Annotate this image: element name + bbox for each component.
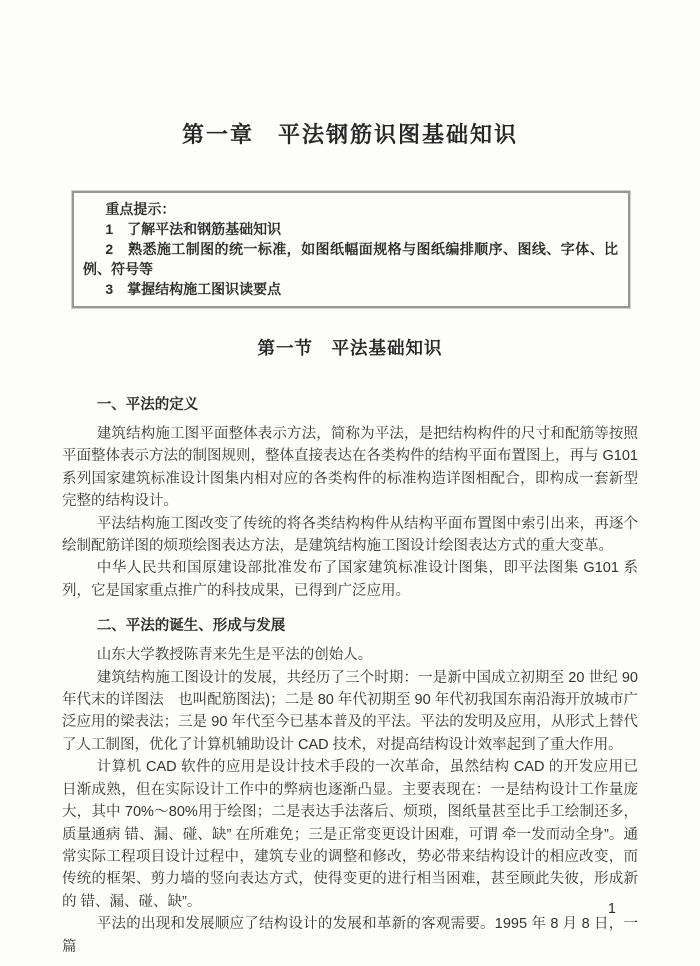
key-point-item: 3 掌握结构施工图识读要点 — [105, 281, 282, 297]
body-paragraph: 建筑结构施工图设计的发展，共经历了三个时期：一是新中国成立初期至 20 世纪 90 年代末的详图法 也叫配筋图法)；二是 80 年代初期至 90 年代初我国东南沿海开放城市广泛应用的梁表法；三是 90 年代至今已基本普及的平法。平法的发明及应用，从形式上替代了人工制图，优化了计算机辅助设计 CAD 技术，对提高结构设计效率起到了重大作用。 — [62, 669, 638, 753]
body-paragraph: 中华人民共和国原建设部批准发布了国家建筑标准设计图集，即平法图集 G101 系列，它是国家重点推广的科技成果，已得到广泛应用。 — [62, 560, 638, 599]
body-paragraph: 平法结构施工图改变了传统的将各类结构构件从结构平面布置图中索引出来，再逐个绘制配筋详图的烦琐绘图表达方法，是建筑结构施工图设计绘图表达方式的重大变革。 — [62, 515, 638, 555]
subheading-history: 二、平法的诞生、形成与发展 — [96, 618, 286, 635]
key-points-box — [72, 191, 630, 308]
key-points-title: 重点提示： — [105, 201, 176, 217]
body-paragraph: 山东大学教授陈青来先生是平法的创始人。 — [96, 647, 373, 664]
chapter-title: 第一章 平法钢筋识图基础知识 — [181, 122, 518, 147]
key-point-item: 1 了解平法和钢筋基础知识 — [105, 221, 282, 237]
body-paragraph: 建筑结构施工图平面整体表示方法，简称为平法，是把结构构件的尺寸和配筋等按照平面整体表示方法的制图规则，整体直接表达在各类构件的结构平面布置图上，再与 G101 系列国家建筑标准设计图集内相对应的各类构件的标准构造详图相配合，即构成一套新型完整的结构设计。 — [62, 426, 638, 510]
body-paragraph: 计算机 CAD 软件的应用是设计技术手段的一次革命，虽然结构 CAD 的开发应用已日渐成熟，但在实际设计工作中的弊病也逐渐凸显。主要表现在：一是结构设计工作量庞大，其中 70%～80%用于绘图；二是表达手法落后、烦琐，图纸量甚至比手工绘制还多，质量通病 错、漏、碰、缺” 在所难免；三是正常变更设计困难，可谓 牵一发而动全身”。通常实际工程项目设计过程中，建筑专业的调整和修改，势必带来结构设计的相应改变，而传统的框架、剪力墙的竖向表达方式，使得变更的进行相当困难，甚至顾此失彼，形成新的 错、漏、碰、缺”。 — [62, 759, 638, 910]
section-title: 第一节 平法基础知识 — [257, 338, 443, 358]
subheading-definition: 一、平法的定义 — [96, 397, 199, 413]
page-number: 1 — [607, 901, 616, 917]
body-paragraph: 平法的出现和发展顺应了结构设计的发展和革新的客观需要。1995 年 8 月 8 日，一篇 — [62, 916, 638, 955]
key-point-item: 2 熟悉施工制图的统一标准，如图纸幅面规格与图纸编排顺序、图线、字体、比例、符号等 — [83, 241, 618, 277]
